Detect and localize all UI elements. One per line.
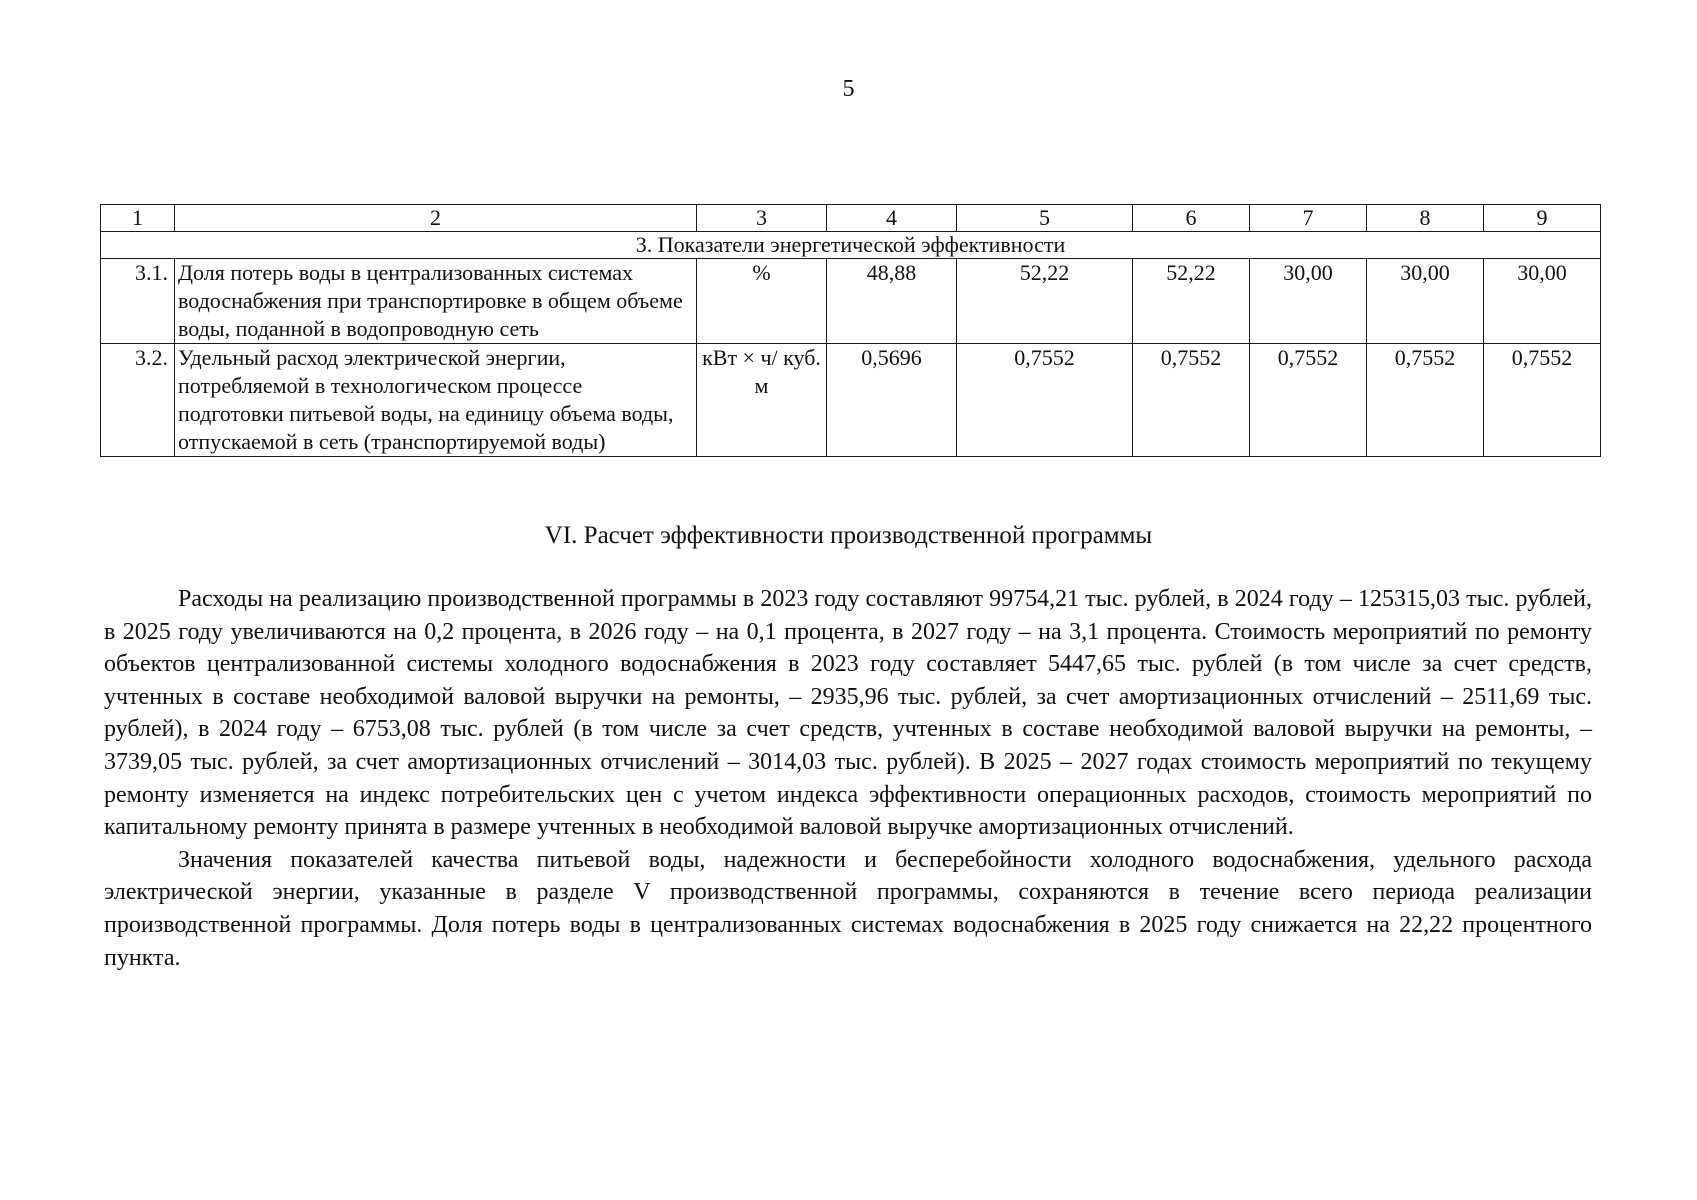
row-value: 0,7552 bbox=[1133, 344, 1250, 457]
row-unit: % bbox=[697, 259, 827, 344]
header-cell: 6 bbox=[1133, 205, 1250, 232]
header-cell: 1 bbox=[101, 205, 175, 232]
row-value: 30,00 bbox=[1367, 259, 1484, 344]
row-value: 52,22 bbox=[957, 259, 1133, 344]
header-cell: 7 bbox=[1250, 205, 1367, 232]
header-cell: 8 bbox=[1367, 205, 1484, 232]
row-unit: кВт × ч/ куб. м bbox=[697, 344, 827, 457]
row-value: 30,00 bbox=[1484, 259, 1601, 344]
body-text bbox=[104, 583, 1592, 974]
header-cell: 3 bbox=[697, 205, 827, 232]
row-value: 0,7552 bbox=[1250, 344, 1367, 457]
row-number: 3.1. bbox=[101, 259, 175, 344]
row-value: 0,5696 bbox=[827, 344, 957, 457]
row-description: Удельный расход электрической энергии, потребляемой в технологическом процессе подготовки питьевой воды, на единицу объема воды, отпускаемой в сеть (транспортируемой воды) bbox=[175, 344, 697, 457]
row-description: Доля потерь воды в централизованных системах водоснабжения при транспортировке в общем объеме воды, поданной в водопроводную сеть bbox=[175, 259, 697, 344]
header-cell: 5 bbox=[957, 205, 1133, 232]
page-number: 5 bbox=[842, 76, 855, 102]
header-cell: 4 bbox=[827, 205, 957, 232]
table-header-row bbox=[101, 205, 1601, 232]
table-section-row bbox=[101, 232, 1601, 259]
header-cell: 2 bbox=[175, 205, 697, 232]
row-value: 48,88 bbox=[827, 259, 957, 344]
section-heading: VI. Расчет эффективности производственной программы bbox=[544, 522, 1153, 549]
paragraph: Значения показателей качества питьевой воды, надежности и бесперебойности холодного водоснабжения, удельного расхода электрической энергии, указанные в разделе V производственной программы, сохраняются в течение всего периода реализации производственной программы. Доля потерь воды в централизованных системах водоснабжения в 2025 году снижается на 22,22 процентного пункта. bbox=[104, 846, 1592, 971]
table-row bbox=[101, 259, 1601, 344]
row-value: 0,7552 bbox=[957, 344, 1133, 457]
paragraph: Расходы на реализацию производственной программы в 2023 году составляют 99754,21 тыс. рублей, в 2024 году – 125315,03 тыс. рублей, в 2025 году увеличиваются на 0,2 процента, в 2026 году – на 0,1 процента, в 2027 году – на 3,1 процента. Стоимость мероприятий по ремонту объектов централизованной системы холодного водоснабжения в 2023 году составляет 5447,65 тыс. рублей (в том числе за счет средств, учтенных в составе необходимой валовой выручки на ремонты, – 2935,96 тыс. рублей, за счет амортизационных отчислений – 2511,69 тыс. рублей), в 2024 году – 6753,08 тыс. рублей (в том числе за счет средств, учтенных в составе необходимой валовой выручки на ремонты, – 3739,05 тыс. рублей, за счет амортизационных отчислений – 3014,03 тыс. рублей). В 2025 – 2027 годах стоимость мероприятий по текущему ремонту изменяется на индекс потребительских цен с учетом индекса эффективности операционных расходов, стоимость мероприятий по капитальному ремонту принята в размере учтенных в необходимой валовой выручке амортизационных отчислений. bbox=[104, 586, 1592, 841]
row-value: 0,7552 bbox=[1367, 344, 1484, 457]
row-value: 52,22 bbox=[1133, 259, 1250, 344]
table-row bbox=[101, 344, 1601, 457]
energy-efficiency-table bbox=[100, 204, 1601, 457]
row-value: 30,00 bbox=[1250, 259, 1367, 344]
header-cell: 9 bbox=[1484, 205, 1601, 232]
row-number: 3.2. bbox=[101, 344, 175, 457]
table-section-title: 3. Показатели энергетической эффективности bbox=[101, 232, 1601, 259]
row-value: 0,7552 bbox=[1484, 344, 1601, 457]
